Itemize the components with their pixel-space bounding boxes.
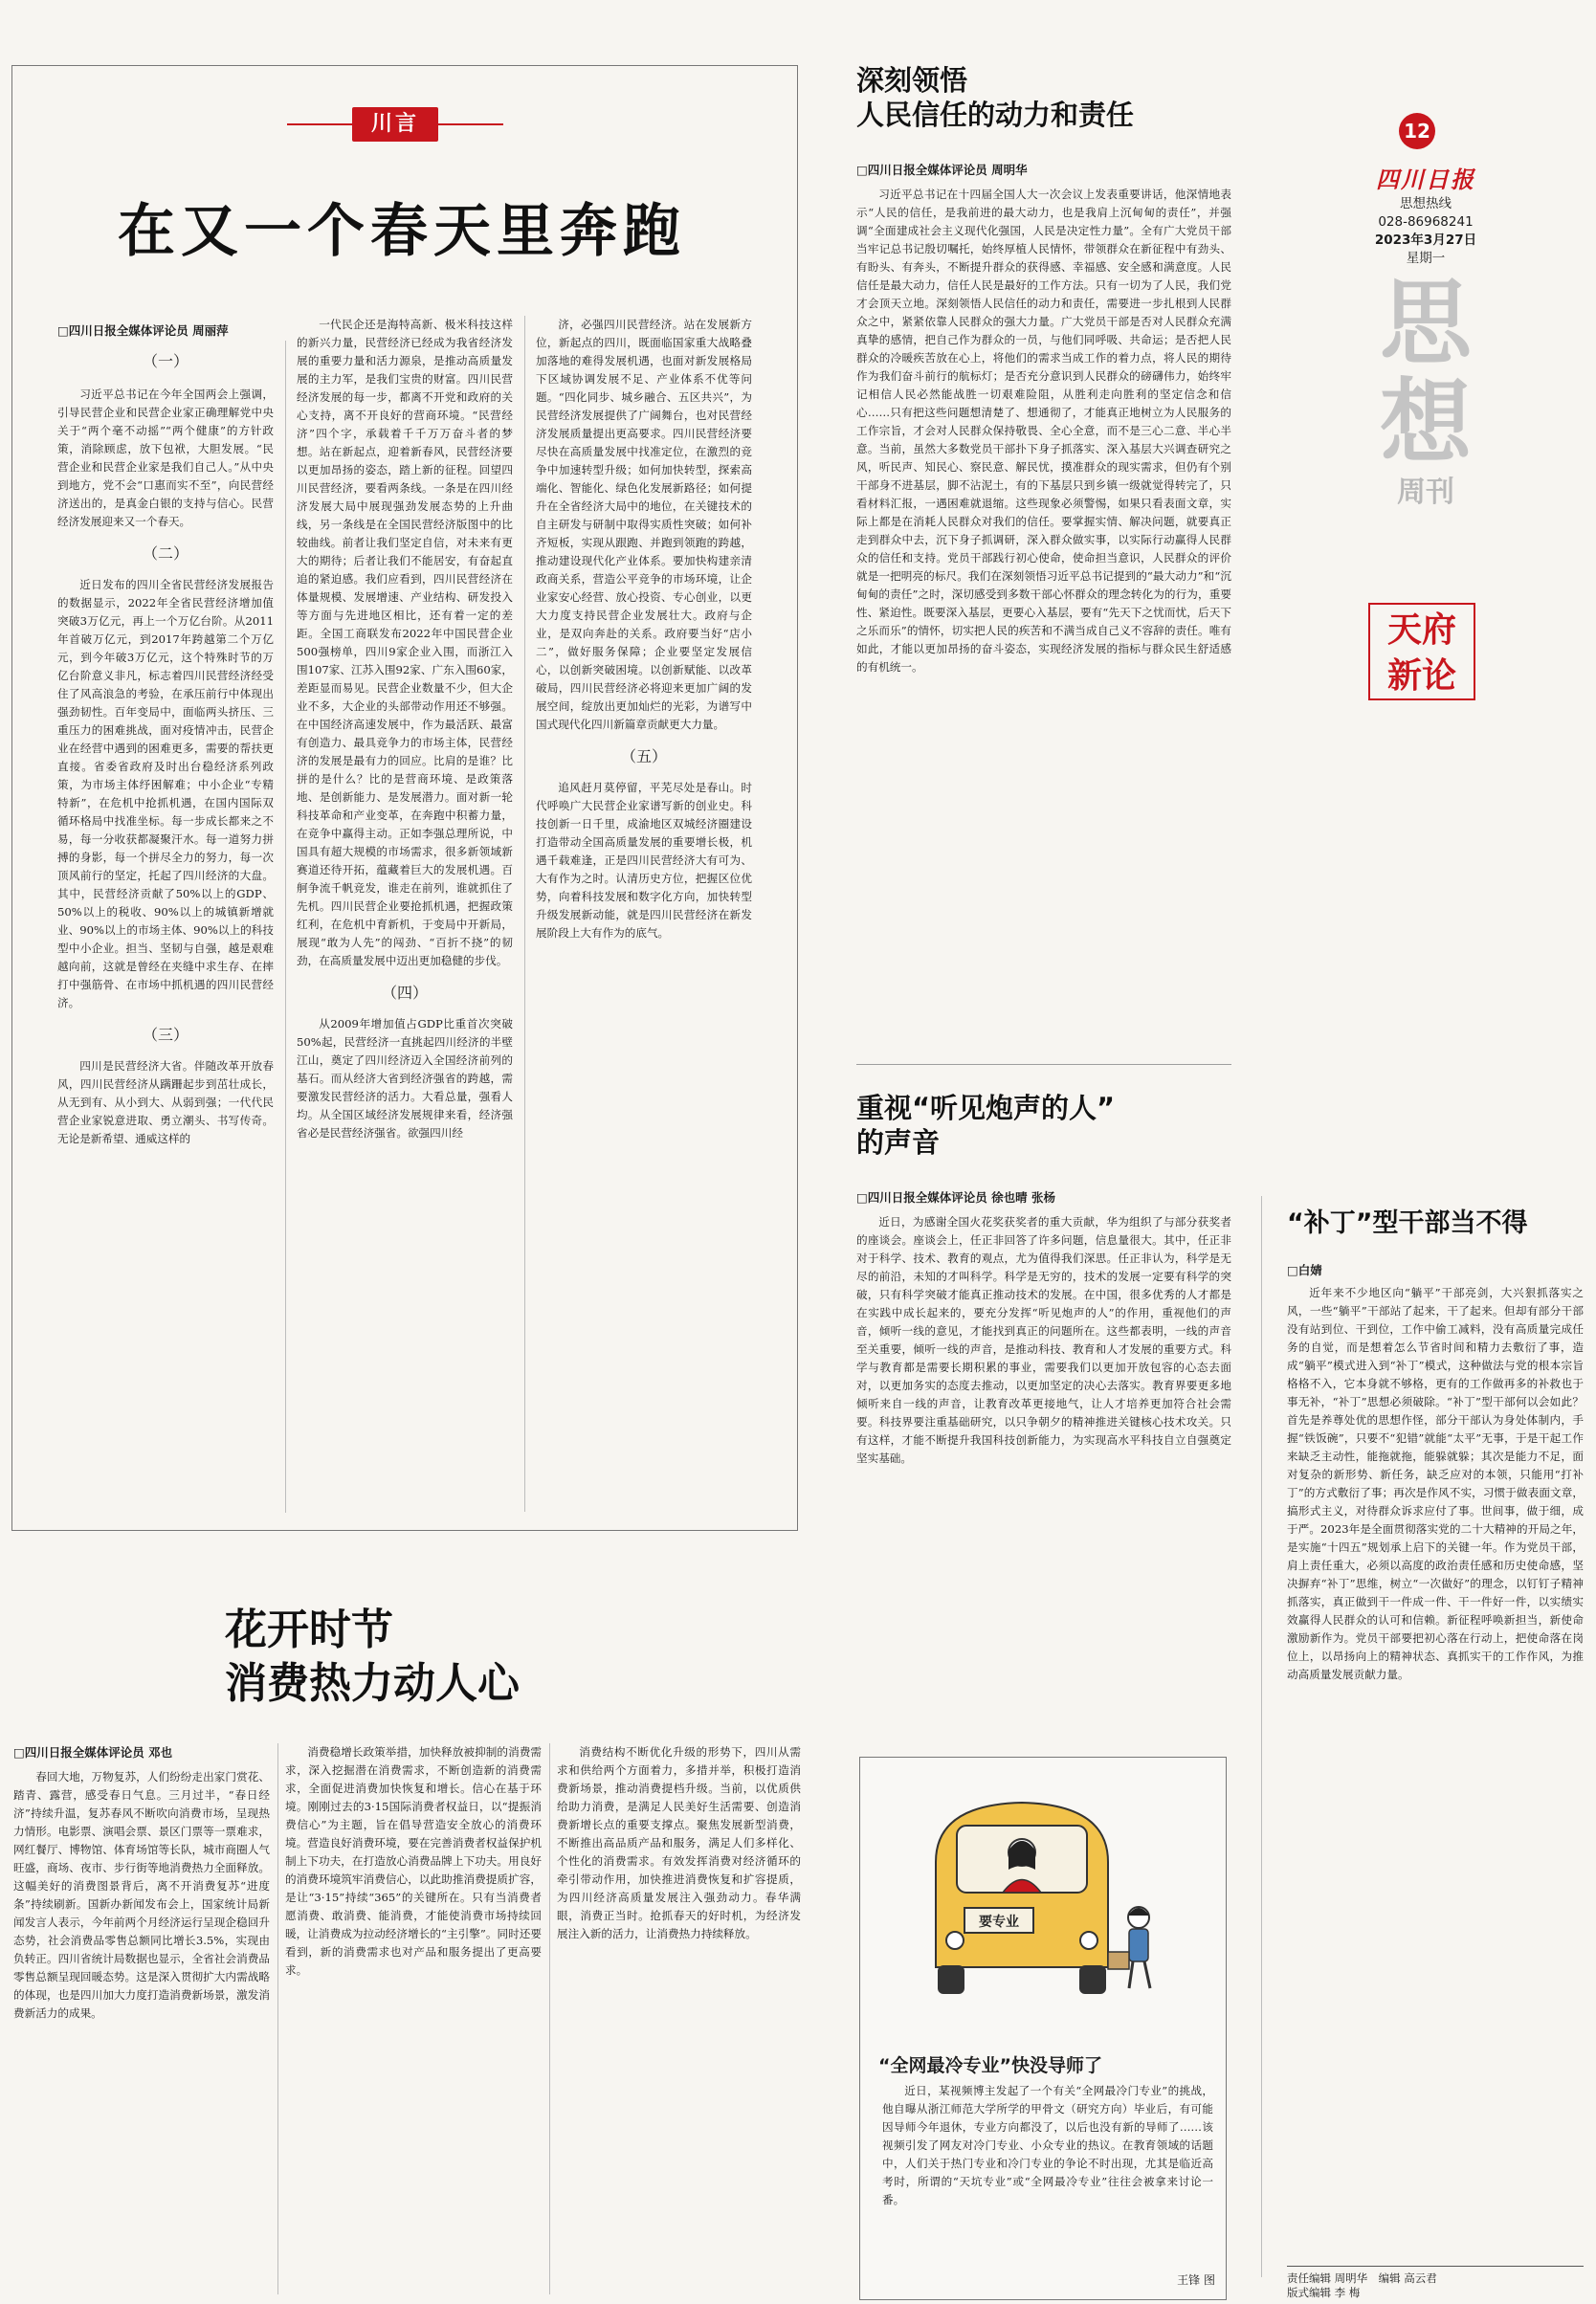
feature-paragraph: 近日发布的四川全省民营经济发展报告的数据显示，2022年全省民营经济增加值突破3万亿元，再上一个万亿台阶。从2011年首破万亿元，到2017年跨越第二个万亿元，到今年破3万亿元，这个特殊时节的万亿台阶意义非凡，标志着四川民营经济经受住了风高浪急的考验，在承压前行中体现出强劲韧性。百年变局中，面临两头挤压、三重压力的困难挑战，面对疫情冲击，民营企业在经营中遇到的困难更多，需要的帮扶更直接。省委省政府及时出台稳经济系列政策，为市场主体纾困解难；中小企业“专精特新”，在危机中抢抓机遇，在国内国际双循环格局中找准坐标。每一步成长都来之不易，每一分收获都凝聚汗水。每一道努力拼搏的身影，每一个拼尽全力的努力，每一次顶风前行的坚定，托起了四川经济的大盘。其中，民营经济贡献了50%以上的GDP、50%以上的税收、90%以上的城镇新增就业、90%以上的市场主体、90%以上的科技型中小企业。担当、坚韧与自强，越是艰难越向前，这就是曾经在夹缝中求生存、在摔打中强筋骨、在市场中抓机遇的四川民营经济。: [57, 578, 274, 1009]
section-title-char-1: 思: [1380, 270, 1472, 377]
feature-col-2: [297, 316, 513, 1512]
wheel-left: [938, 1965, 964, 1994]
article-title-line-2: 的声音: [856, 1126, 941, 1160]
feature-paragraph: 四川是民营经济大省。伴随改革开放春风，四川民营经济从蹒跚起步到茁壮成长，从无到有、从小到大、从弱到强；一代代民营企业家锐意进取、勇立潮头、书写传奇。无论是新希望、通威这样的: [57, 1059, 274, 1145]
cartoon-illustration: [878, 1776, 1165, 2025]
cartoon-body: [882, 2082, 1213, 2260]
column-badge-text: 天府新论: [1386, 609, 1456, 696]
article-paragraph: 习近平总书记在十四届全国人大一次会议上发表重要讲话，他深情地表示“人民的信任，是我前进的最大动力，也是我肩上沉甸甸的责任”，并强调“全面建成社会主义现代化强国，人民是决定性力量”。全有广大党员干部当牢记总书记殷切嘱托，始终厚植人民情怀，带领群众在新征程中有劲头、有盼头、有奔头，不断提升群众的获得感、幸福感、安全感和满意度。人民信任是最大动力，信任人民是最好的工作方法。只有一切为了人民，我们党才会顶天立地。深刻领悟人民信任的动力和责任，需要进一步扎根到人民群众之中，紧紧依靠人民群众的强大力量。广大党员干部是否对人民群众充满真挚的感情，把自己作为群众的一员，与他们同呼吸、共命运；是否把人民群众的冷暖疾苦放在心上，将他们的需求当成工作的着力点，将人民的期待作为我们奋斗前行的航标灯；是否充分意识到人民群众的磅礴伟力，始终牢记相信人民必然能战胜一切艰难险阻，从胜利走向胜利的坚定信念和信心……只有把这些问题想清楚了、想通彻了，才能真正地树立为人民服务的工作宗旨，才会对人民群众保持敬畏、全心全意，而不是三心二意、半心半意。当前，虽然大多数党员干部扑下身子抓落实、深入基层大兴调查研究之风，听民声、知民心、察民意、解民忧，摸准群众的现实需求，但仍有个别干部身不进基层，脚不沾泥土，有的下基层只到乡镇一级就觉得转完了，只看材料汇报，一遇困难就退缩。这些现象必须警惕，如果只看表面文章，实际上都是在消耗人民群众对我们的信任。要掌握实情、解决问题，就要真正走到群众中去，沉下身子抓调研，深入群众做实事，以实际行动赢得人民群众的信任和支持。党员干部践行初心使命，使命担当意识，人民群众的评价就是一把明亮的标尺。我们在深刻领悟习近平总书记提到的“最大动力”和“沉甸甸的责任”之时，深切感受到多数干部心怀群众的理念转化为的行为，重要性、紧迫性。既要深入基层，更要心入基层，要有“先天下之忧而忧，后天下之乐而乐”的情怀，切实把人民的疾苦和不满当成自己义不容辞的责任。唯有如此，才能以更加昂扬的奋斗姿态，实现经济发展的指标与群众民生舒适感的有机统一。: [856, 188, 1231, 674]
footer-layout-editor: 版式编辑 李 梅: [1287, 2286, 1361, 2299]
article-title-line-1: 重视“听见炮声的人”: [856, 1092, 1116, 1124]
page-number-badge: [1399, 113, 1435, 149]
cartoon-caption: “全网最冷专业”快没导师了: [878, 2055, 1102, 2076]
walker-box: [1108, 1952, 1129, 1969]
bottom-divider-1: [277, 1743, 278, 2294]
feature-paragraph: 追风赶月莫停留，平芜尽处是春山。时代呼唤广大民营企业家谱写新的创业史。科技创新一日千里，成渝地区双城经济圈建设打造带动全国高质量发展的重要增长极，机遇千载难逢，正是四川民营经济大有可为、大有作为之时。认清历史方位，把握区位优势，向着科技发展和数字化方向，加快转型升级发展新动能，就是四川民营经济在新发展阶段上大有作为的底气。: [536, 781, 752, 940]
article-byline: □四川日报全媒体评论员 徐也晴 张杨: [856, 1190, 1056, 1205]
issue-weekday: 星期一: [1406, 251, 1446, 266]
article-title-line-1: 深刻领悟: [856, 64, 968, 97]
feature-subhead-4: （四）: [381, 984, 428, 1002]
side-column-divider: [1261, 1196, 1262, 2277]
car-sign-text: 要专业: [979, 1915, 1019, 1930]
feature-divider-2: [524, 316, 525, 1512]
headlight-left: [946, 1932, 964, 1949]
feature-byline: □四川日报全媒体评论员 周丽萍: [57, 323, 229, 338]
feature-subhead-5: （五）: [620, 747, 667, 765]
bottom-paragraph: 消费稳增长政策举措，加快释放被抑制的消费需求，深入挖掘潜在消费需求，不断创造新的消费需求，全面促进消费加快恢复和增长。信心在基于环境。刚刚过去的3·15国际消费者权益日，以“提振消费信心”为主题，旨在倡导营造安全放心的消费环境。营造良好消费环境，要在完善消费者权益保护机制上下功夫，在打造放心消费品牌上下功夫。用良好的消费环境筑牢消费信心，以此助推消费提质扩容，是让“3·15”持续“365”的关键所在。只有当消费者愿消费、敢消费、能消费，才能使消费市场持续回暖，让消费成为拉动经济增长的“主引擎”。同时还要看到，新的消费需求也对产品和服务提出了更高要求。: [285, 1745, 542, 1977]
article-separator: [856, 1064, 1231, 1065]
bottom-col-2: [285, 1743, 542, 2294]
feature-column-badge: [352, 107, 438, 142]
footer-rule: [1287, 2266, 1584, 2267]
paper-logo: 四川日报: [1376, 166, 1475, 193]
feature-badge-text: 川言: [370, 112, 419, 136]
section-title-char-2: 想: [1380, 369, 1472, 476]
feature-col-1: [57, 344, 274, 1512]
side-article-body: [1287, 1284, 1584, 1963]
side-article-title: “补丁”型干部当不得: [1287, 1208, 1528, 1238]
footer-editors: 责任编辑 周明华 编辑 高云君: [1287, 2271, 1437, 2285]
wheel-right: [1079, 1965, 1106, 1994]
article-paragraph: 近日，为感谢全国火花奖获奖者的重大贡献，华为组织了与部分获奖者的座谈会。座谈会上，任正非回答了许多问题，信息量很大。其中，任正非对于科学、技术、教育的观点，尤为值得我们深思。任正非认为，科学是无尽的前沿，未知的才叫科学。科学是无穷的，技术的发展一定要有科学的突破，只有科学突破才能真正推动技术的发展。在中国，很多优秀的人才都是在实践中成长起来的，要充分发挥“听见炮声的人”的作用，重视他们的声音，倾听一线的意见，才能找到真正的问题所在。这些都表明，一线的声音至关重要，倾听一线的声音，是推动科技、教育和人才发展的重要方式。科学与教育都是需要长期积累的事业，需要我们以更加开放包容的心态去面对，以更加务实的态度去推动，以更加坚定的决心去落实。教育界要更多地倾听来自一线的声音，让教育改革更接地气，让人才培养更加符合社会需要。科技界要注重基础研究，以只争朝夕的精神推进关键核心技术攻关。只有这样，才能不断提升我国科技创新能力，为实现高水平科技自立自强奠定坚实基础。: [856, 1215, 1231, 1465]
article-body: [856, 1213, 1231, 1749]
feature-paragraph: 一代民企还是海特高新、极米科技这样的新兴力量，民营经济已经成为我省经济发展的重要力量和活力源泉，是推动高质量发展的主力军，是我们宝贵的财富。四川民营经济发展的每一步，都离不开党和政府的关心支持，离不开良好的营商环境。“民营经济”四个字，承载着千千万万奋斗者的梦想。站在新起点，迎着新春风，民营经济要以更加昂扬的姿态，踏上新的征程。回望四川民营经济，要看两条线。一条是在四川经济发展大局中展现强劲发展态势的上升曲线，另一条线是在全国民营经济版图中的比较曲线。前者让我们坚定自信，对未来有更大的期待；后者让我们不能居安，有奋起直追的紧迫感。我们应看到，四川民营经济在体量规模、发展增速、产业结构、研发投入等方面与先进地区相比，还有着一定的差距。全国工商联发布2022年中国民营企业500强榜单，四川9家企业入围，而浙江入围107家、江苏入围92家、广东入围60家，差距显而易见。民营企业数量不少，但大企业不多，大企业的头部带动作用还不够强。在中国经济高速发展中，作为最活跃、最富有创造力、最具竞争力的市场主体，民营经济的发展是最有力的回应。比肩的是谁？比拼的是什么？比的是营商环境、是政策落地、是创新能力、是发展潜力。面对新一轮科技革命和产业变革，在奔跑中积蓄力量，在竞争中赢得主动。正如李强总理所说，中国具有超大规模的市场需求，很多新领域新赛道还待开拓，蕴藏着巨大的发展机遇。百舸争流千帆竞发，谁走在前列，谁就抓住了先机。四川民营企业要抢抓机遇，把握政策红利，在危机中育新机，于变局中开新局，展现“敢为人先”的闯劲、“百折不挠”的韧劲，在高质量发展中迈出更加稳健的步伐。: [297, 318, 513, 967]
side-article-byline: □白婧: [1287, 1263, 1322, 1277]
cartoon-credit: 王锋 图: [1177, 2273, 1215, 2287]
article-body: [856, 186, 1231, 1054]
walker-leg-right: [1144, 1961, 1150, 1988]
headlight-right: [1080, 1932, 1097, 1949]
section-subtitle: 周刊: [1397, 476, 1454, 509]
footer-credits: [1287, 2271, 1584, 2300]
section-title: [1359, 270, 1493, 513]
bottom-paragraph: 春回大地，万物复苏，人们纷纷走出家门赏花、踏青、露营，感受春日气息。三月过半，“春日经济”持续升温，复苏春风不断吹向消费市场，呈现热力情形。电影票、演唱会票、景区门票等一票难求，网红餐厅、博物馆、体育场馆等长队，城市商圈人气旺盛，商场、夜市、步行街等地消费热力全面释放。这幅美好的消费图景背后，离不开消费复苏“进度条”持续刷新。国新办新闻发布会上，国家统计局新闻发言人表示，今年前两个月经济运行呈现企稳回升态势，社会消费品零售总额同比增长3.5%，实现由负转正。四川省统计局数据也显示，全省社会消费品零售总额呈现回暖态势。这是深入贯彻扩大内需战略的体现，也是四川加大力度打造消费新场景，激发消费新活力的成果。: [13, 1770, 270, 2020]
feature-subhead-2: （二）: [142, 544, 188, 563]
article-title-line-2: 人民信任的动力和责任: [856, 99, 1135, 132]
side-article-paragraph: 近年来不少地区向“躺平”干部亮剑，大兴狠抓落实之风，一些“躺平”干部站了起来，干了起来。但却有部分干部没有站到位、干到位，工作中偷工减料，没有高质量完成任务的自觉，而是想着怎么节省时间和精力去敷衍了事，造成“躺平”模式进入到“补丁”模式，这种做法与党的根本宗旨格格不入，它本身就不够格，更有的工作做再多的补救也于事无补，“补丁”思想必须破除。“补丁”型干部何以会如此？首先是养尊处优的思想作怪，部分干部认为身处体制内，手握“铁饭碗”，只要不“犯错”就能“太平”无事，于是干起工作来缺乏主动性，能拖就拖，能躲就躲；其次是能力不足，面对复杂的新形势、新任务，缺乏应对的本领，只能用“打补丁”的方式敷衍了事；再次是作风不实，习惯于做表面文章，搞形式主义，对待群众诉求应付了事。世间事，做于细，成于严。2023年是全面贯彻落实党的二十大精神的开局之年，是实施“十四五”规划承上启下的关键一年。作为党员干部，肩上责任重大，必须以高度的政治责任感和历史使命感，坚决摒弃“补丁”思维，树立“一次做好”的理念，以钉钉子精神抓落实，真正做到干一件成一件、干一件好一件，以实绩实效赢得人民群众的认可和信赖。新征程呼唤新担当，新使命激励新作为。党员干部要把初心落在行动上，把使命落在岗位上，以昂扬向上的精神状态、真抓实干的工作作风，为推动高质量发展贡献力量。: [1287, 1286, 1584, 1681]
column-badge-tianfu: [1368, 603, 1475, 700]
feature-paragraph: 习近平总书记在今年全国两会上强调，引导民营企业和民营企业家正确理解党中央关于“两个毫不动摇”“两个健康”的方针政策，消除顾虑，放下包袱，大胆发展。“民营企业和民营企业家是我们自己人。”从中央到地方，党不会“口惠而实不至”，向民营经济送出的，是真金白银的支持与信心。民营经济发展迎来又一个春天。: [57, 388, 274, 528]
walker-body: [1129, 1929, 1148, 1961]
bottom-col-3: [557, 1743, 801, 2294]
bottom-article-title: [225, 1604, 722, 1711]
article-title: [856, 1091, 1258, 1161]
bottom-article-byline: □四川日报全媒体评论员 邓也: [13, 1745, 173, 1760]
bottom-col-1: [13, 1768, 270, 2294]
feature-paragraph: 从2009年增加值占GDP比重首次突破50%起，民营经济一直挑起四川经济的半壁江山，奠定了四川经济迈入全国经济前列的基石。而从经济大省到经济强省的跨越，需要激发民营经济的活力。大看总量，强看人均。从全国区域经济发展规律来看，经济强省必是民营经济强省。欲强四川经: [297, 1017, 513, 1140]
masthead-info: [1359, 195, 1493, 268]
feature-col-3: [536, 316, 752, 1512]
feature-divider-1: [285, 341, 286, 1513]
issue-date: 2023年3月27日: [1374, 233, 1477, 248]
bottom-title-line-1: 花开时节: [225, 1606, 393, 1654]
page-number: 12: [1404, 120, 1430, 143]
hotline-label: 思想热线: [1400, 196, 1452, 211]
article-byline: □四川日报全媒体评论员 周明华: [856, 163, 1028, 177]
bottom-title-line-2: 消费热力动人心: [225, 1659, 520, 1708]
bottom-paragraph: 消费结构不断优化升级的形势下，四川从需求和供给两个方面着力，多措并举，积极打造消费新场景，推动消费提档升级。当前，以优质供给助力消费，是满足人民美好生活需要、创造消费新增长点的重要支撑点。聚焦发展新型消费，不断推出高品质产品和服务，满足人们多样化、个性化的消费需求。有效发挥消费对经济循环的牵引带动作用，加快推进消费恢复和扩容提质，为四川经济高质量发展注入强劲动力。春华满眼，消费正当时。抢抓春天的好时机，为经济发展注入新的活力，让消费热力持续释放。: [557, 1745, 801, 1940]
hotline-number: 028-86968241: [1378, 214, 1474, 230]
feature-subhead-1: （一）: [142, 352, 188, 370]
article-title: [856, 63, 1258, 133]
bottom-divider-2: [549, 1743, 550, 2294]
feature-subhead-3: （三）: [142, 1026, 188, 1044]
feature-paragraph: 济，必强四川民营经济。站在发展新方位，新起点的四川，既面临国家重大战略叠加落地的难得发展机遇，也面对新发展格局下区域协调发展不足、产业体系不优等问题。“四化同步、城乡融合、五区共兴”，为民营经济发展提供了广阔舞台，也对民营经济发展质量提出更高要求。四川民营经济要尽快在高质量发展中找准定位，在激烈的竞争中加速转型升级；如何加快转型，探索高端化、智能化、绿色化发展新路径；如何提升在全省经济大局中的地位，在关键技术的自主研发与研制中取得实质性突破；如何补齐短板，实现从跟跑、并跑到领跑的跨越，推动建设现代化产业体系。要加快构建亲清政商关系，营造公平竞争的市场环境，让企业家安心经营、放心投资、专心创业，以更大力度支持民营企业发展壮大。政府与企业，是双向奔赴的关系。政府要当好“店小二”，做好服务保障；企业要坚定发展信心，以创新突破困境。以创新赋能、以改革破局，四川民营经济必将迎来更加广阔的发展空间，绽放出更加灿烂的光彩，为谱写中国式现代化四川新篇章贡献更大力量。: [536, 318, 752, 731]
feature-title: 在又一个春天里奔跑: [118, 198, 686, 265]
cartoon-paragraph: 近日，某视频博主发起了一个有关“全网最冷门专业”的挑战，他自曝从浙江师范大学所学的甲骨文（研究方向）毕业后，有可能因导师今年退休，专业方向都没了，以后也没有新的导师了……该视频引发了网友对冷门专业、小众专业的热议。在教育领域的话题中，人们关于热门专业和冷门专业的争论不时出现，尤其是临近高考时，所谓的“天坑专业”或“全网最冷专业”往往会被拿来讨论一番。: [882, 2084, 1213, 2206]
